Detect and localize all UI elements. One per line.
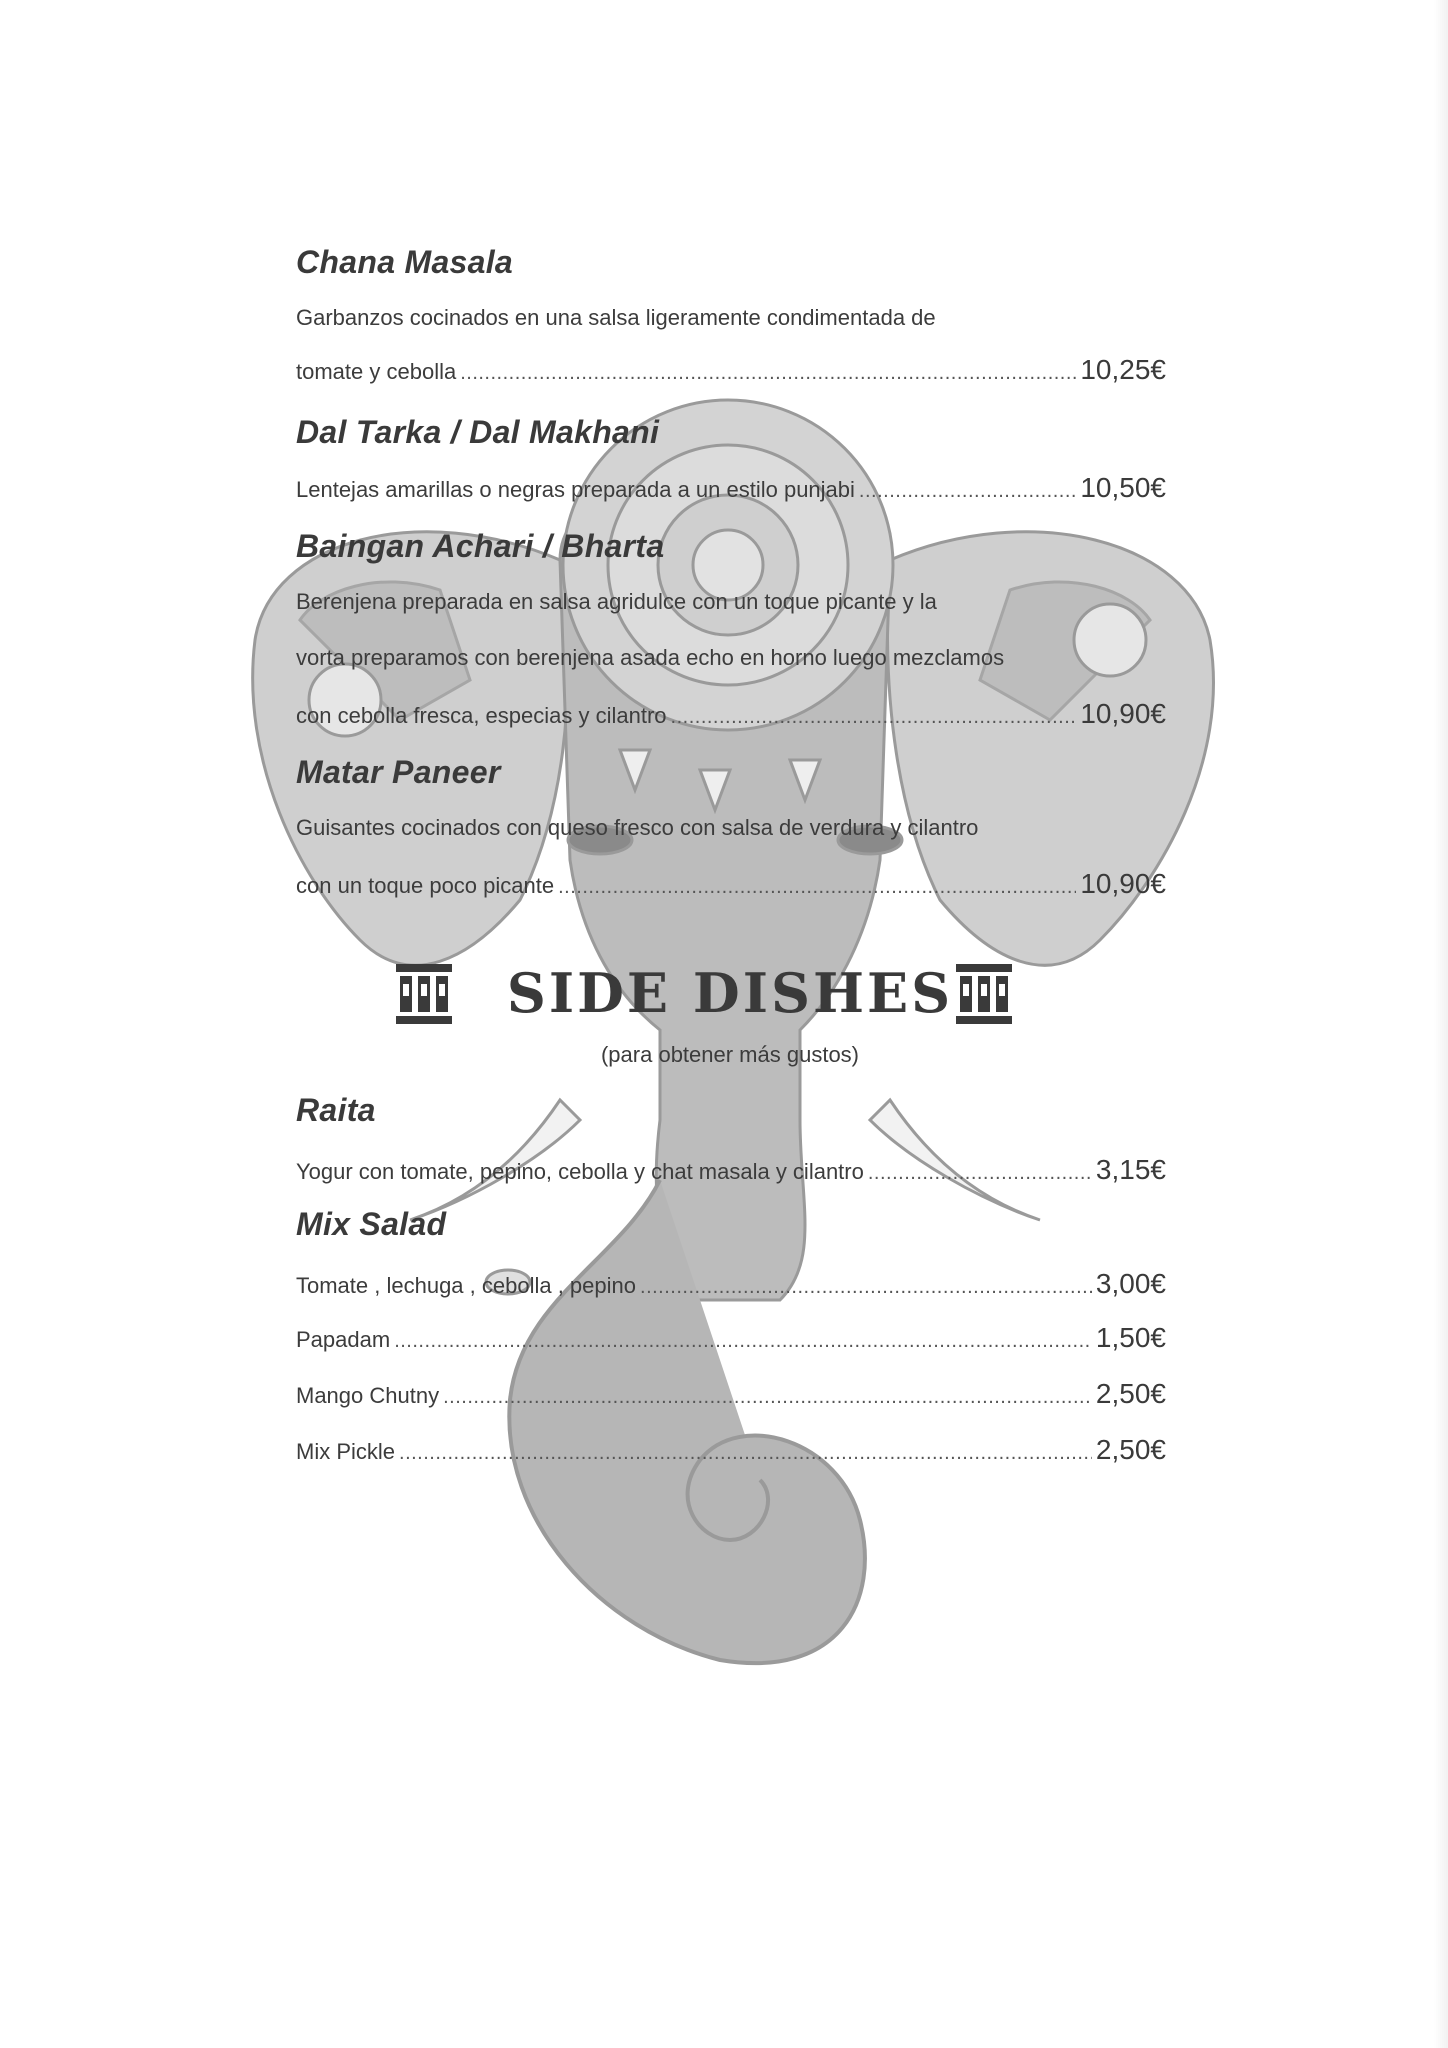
extra-label: Papadam bbox=[296, 1327, 391, 1352]
dish-price: 3,00€ bbox=[1095, 1268, 1166, 1299]
dish-matar-paneer bbox=[296, 752, 1166, 903]
extra-mix-pickle bbox=[296, 1434, 1166, 1469]
leader-dots bbox=[460, 357, 1076, 389]
leader-dots bbox=[558, 871, 1076, 903]
leader-dots bbox=[394, 1325, 1092, 1357]
extra-label: Mango Chutny bbox=[296, 1383, 440, 1408]
dish-price-row bbox=[296, 354, 1166, 389]
ornament-icon bbox=[392, 962, 456, 1026]
dish-price-row bbox=[296, 868, 1166, 903]
dish-description-end: con un toque poco picante bbox=[296, 873, 555, 898]
dish-price: 10,90€ bbox=[1080, 868, 1166, 899]
side-dishes-title: SIDE DISHES bbox=[506, 961, 954, 1025]
extra-price: 2,50€ bbox=[1095, 1434, 1166, 1465]
dish-price-row bbox=[296, 1268, 1166, 1303]
leader-dots bbox=[640, 1271, 1092, 1303]
extra-price: 1,50€ bbox=[1095, 1322, 1166, 1353]
dish-description-end: Yogur con tomate, pepino, cebolla y chat masala y cilantro bbox=[296, 1159, 864, 1184]
dish-description-end: tomate y cebolla bbox=[296, 359, 457, 384]
dish-price: 3,15€ bbox=[1095, 1154, 1166, 1185]
dish-title: Matar Paneer bbox=[296, 754, 501, 790]
extra-papadam bbox=[296, 1322, 1166, 1357]
leader-dots bbox=[399, 1437, 1092, 1469]
dish-title: Raita bbox=[296, 1092, 376, 1128]
leader-dots bbox=[868, 1157, 1092, 1189]
dish-description-end: Lentejas amarillas o negras preparada a un estilo punjabi bbox=[296, 477, 855, 502]
side-dishes-subtitle: (para obtener más gustos) bbox=[600, 1042, 860, 1067]
dish-description-end: Tomate , lechuga , cebolla , pepino bbox=[296, 1273, 637, 1298]
leader-dots bbox=[443, 1381, 1092, 1413]
dish-price: 10,90€ bbox=[1080, 698, 1166, 729]
extra-price: 2,50€ bbox=[1095, 1378, 1166, 1409]
dish-title: Mix Salad bbox=[296, 1206, 447, 1242]
dish-description: Garbanzos cocinados en una salsa ligeramente condimentada de bbox=[296, 305, 936, 330]
dish-title: Chana Masala bbox=[296, 244, 514, 280]
extra-label: Mix Pickle bbox=[296, 1439, 396, 1464]
extra-mango-chutny bbox=[296, 1378, 1166, 1413]
ornament-icon bbox=[952, 962, 1016, 1026]
dish-title: Baingan Achari / Bharta bbox=[296, 528, 665, 564]
dish-price-row bbox=[296, 698, 1166, 733]
dish-description: Berenjena preparada en salsa agridulce con un toque picante y la bbox=[296, 589, 937, 614]
dish-price: 10,25€ bbox=[1080, 354, 1166, 385]
dish-price-row bbox=[296, 472, 1166, 507]
dish-chana-masala bbox=[296, 242, 1166, 389]
dish-price-row bbox=[296, 1154, 1166, 1189]
dish-description: vorta preparamos con berenjena asada echo en horno luego mezclamos bbox=[296, 645, 1005, 670]
dish-description-end: con cebolla fresca, especias y cilantro bbox=[296, 703, 667, 728]
dish-price: 10,50€ bbox=[1080, 472, 1166, 503]
leader-dots bbox=[671, 701, 1077, 733]
side-raita bbox=[296, 1090, 1166, 1189]
dish-title: Dal Tarka / Dal Makhani bbox=[296, 414, 660, 450]
dish-description: Guisantes cocinados con queso fresco con salsa de verdura y cilantro bbox=[296, 815, 979, 840]
dish-dal-tarka bbox=[296, 412, 1166, 507]
leader-dots bbox=[859, 475, 1076, 507]
side-mix-salad bbox=[296, 1204, 1166, 1303]
dish-baingan-achari bbox=[296, 526, 1166, 733]
